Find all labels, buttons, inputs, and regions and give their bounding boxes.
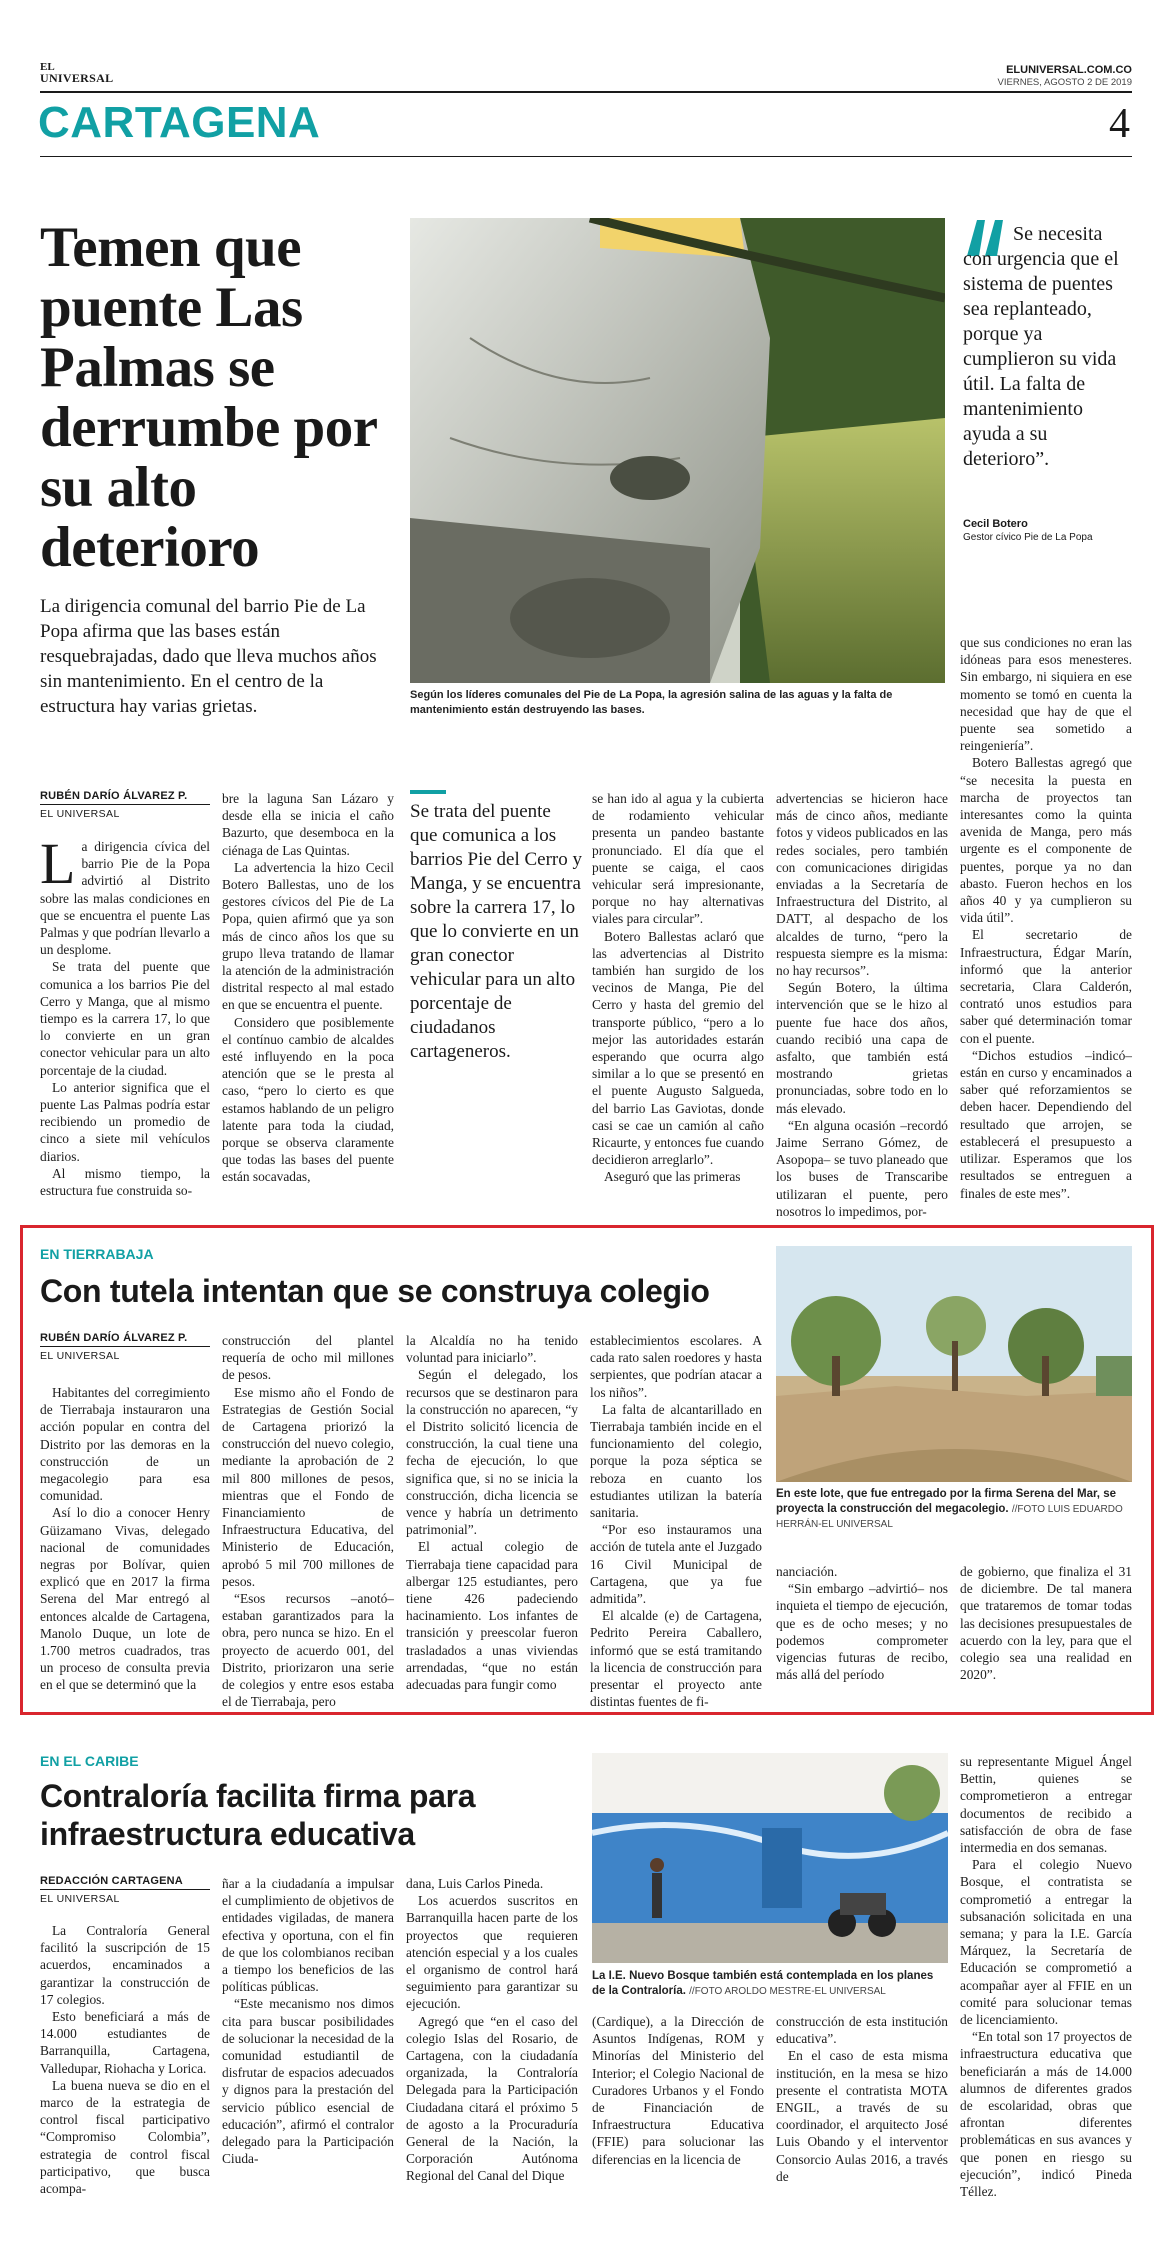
third-photo-caption <box>592 1969 948 1999</box>
third-col3-p1: dana, Luis Carlos Pineda. <box>406 1876 544 1891</box>
third-col1-p3: La buena nueva se dio en el marco de la estrategia de control fiscal participativo “Compromiso Colombia”, estrategia de control fiscal participativo, que busca acompa- <box>40 2077 210 2197</box>
bridge-photo <box>410 218 945 683</box>
lead-col1-p4: Al mismo tiempo, la estructura fue construida so- <box>40 1165 210 1199</box>
second-col1-p1: Habitantes del corregimiento de Tierrabaja instauraron una acción popular en contra del Distrito por las demoras en la construcción de un megacolegio para esa comunidad. <box>40 1385 210 1504</box>
second-column-5 <box>776 1563 948 1683</box>
masthead-date: VIERNES, AGOSTO 2 DE 2019 <box>997 77 1132 88</box>
second-kicker: EN TIERRABAJA <box>40 1246 154 1262</box>
section-rule <box>40 156 1132 157</box>
third-col4-p1: (Cardique), a la Dirección de Asuntos Indígenas, ROM y Minorías del Ministerio del Interior; el Colegio Nacional de Curadores Urbanos y el Fondo de Financiación de Infraestructura Educativa (FFIE) para solucionar las diferencias en la licencia de <box>592 2014 764 2167</box>
third-col5-p2: En el caso de esta misma institución, en la mesa se hizo presente el contratista MOTA ENGIL, a través de su coordinador, el arquitecto José Luis Obando y el interventor Consorcio Aulas 2016, a través de <box>776 2048 948 2184</box>
third-caption-text: La I.E. Nuevo Bosque también está contemplada en los planes de la Contraloría. <box>592 1970 934 1997</box>
quote-author: Cecil Botero <box>963 518 1028 530</box>
third-byline-name: REDACCIÓN CARTAGENA <box>40 1875 210 1890</box>
lead-col1-p2: Se trata del puente que comunica a los barrios Pie del Cerro y Manga, que al mismo tiempo es la carrera 17, lo que lo convierte en un gran conector vehicular para un alto porcentaje de la ciudad. <box>40 959 210 1078</box>
third-col2-p2: “Este mecanismo nos dimos cita para buscar posibilidades de solucionar la necesidad de la comunidad estudiantil de disfrutar de espacios adecuados y dignos para la prestación del servicio público esencial de educación”, afirmó el contralor delegado para la Participación Ciuda- <box>222 1996 394 2167</box>
lead-column-1 <box>40 831 210 1199</box>
lead-pullquote: Se trata del puente que comunica a los barrios Pie del Cerro y Manga, y se encuentra sobre la carrera 17, lo que lo convierte en un gran conector vehicular para un alto porcentaje de ciudadanos cartageneros. <box>410 801 583 1062</box>
third-column-5 <box>776 2013 948 2185</box>
lead-col3-p2: Botero Ballestas aclaró que las advertencias al Distrito también han surgido de los vecinos de Manga, Pie del Cerro y hasta del gremio del transporte público, “pero a lo mejor las autoridades estarán esperando que ocurra algo similar a lo que se presentó en el puente Augusto Salgueda, del barrio Las Gaviotas, donde casi se cae un camión al caño Ricaurte, y entonces fue cuando decidieron arreglarlo”. <box>592 928 764 1168</box>
second-col2-p2: Ese mismo año el Fondo de Estrategias de Gestión Social de Cartagena priorizó la construcción del nuevo colegio, mediante la aprobación de 2 mil 800 millones de pesos, mientras que el Fondo de Financiamiento de Infraestructura Educativa, del Ministerio de Educación, aprobó 5 mil 700 millones de pesos. <box>222 1384 394 1589</box>
third-headline <box>40 1777 600 1853</box>
second-col2-p1: construcción del plantel requería de ocho mil millones de pesos. <box>222 1333 394 1383</box>
lead-col5-p1: que sus condiciones no eran las idóneas para esos menesteres. Sin embargo, ni siquiera en ese momento se tomó en cuenta la necesidad que hay de que el puente sea sometido a reingeniería”. <box>960 635 1132 754</box>
second-column-2 <box>222 1332 394 1710</box>
masthead-rule <box>40 91 1132 93</box>
third-column-3 <box>406 1875 578 2185</box>
third-byline <box>40 1875 210 1905</box>
third-column-6 <box>960 1753 1132 2200</box>
third-col3-p3: Agregó que “en el caso del colegio Islas del Rosario, de Cartagena, con la ciudadanía organizada, la Contraloría Delegada para la Participación Ciudadana citará el próximo 5 de agosto a la Procuraduría General de la Nación, la Corporación Autónoma Regional del Canal del Dique <box>406 2013 578 2184</box>
third-col6-p3: “En total son 17 proyectos de infraestructura educativa que beneficiarán a más de 14.000 alumnos de diferentes grados de escolaridad, obras que afrontan diferentes problemáticas en sus avances y que ponen en riesgo su ejecución”, indicó Pineda Téllez. <box>960 2029 1132 2200</box>
lead-column-4 <box>776 790 948 1220</box>
tierrabaja-photo <box>776 1246 1132 1482</box>
lead-byline <box>40 790 210 820</box>
masthead-logo <box>40 62 113 84</box>
second-col6-p1: de gobierno, que finaliza el 31 de diciembre. De tal manera que trataremos de tomar todas las decisiones presupuestales de acuerdo con la ley, para que el colegio sea una realidad en 2020”. <box>960 1564 1132 1683</box>
lead-col2-p2: La advertencia la hizo Cecil Botero Ballestas, uno de los gestores cívicos del Pie de La Popa, quien afirmó que ya son más de cinco años los que su grupo lleva tratando de llamar la atención de la administración distrital respecto al mal estado en que se encuentra el puente. <box>222 859 394 1013</box>
lead-col4-p1: advertencias se hicieron hace más de cinco años, mediante fotos y videos publicados en las redes sociales, pero también con comunicaciones dirigidas enviadas a la Secretaría de Infraestructura del Distrito, al DATT, al despacho de los alcaldes de turno, “pero la respuesta siempre es la misma: no hay recursos”. <box>776 791 948 979</box>
lead-col2-p1: bre la laguna San Lázaro y desde ella se inicia el caño Bazurto, que desemboca en la ciénaga de Las Quintas. <box>222 791 394 858</box>
lead-quote: Se necesita con urgencia que el sistema de puentes sea replanteado, porque ya cumplieron su vida útil. La falta de mantenimiento ayuda a su deterioro”. <box>963 223 1119 470</box>
second-col4-p4: El alcalde (e) de Cartagena, Pedrito Pereira Caballero, informó que se está tramitando la licencia de construcción para presentar el proyecto ante distintas fuentes de fi- <box>590 1608 762 1710</box>
lead-deck: La dirigencia comunal del barrio Pie de La Popa afirma que las bases están resquebrajadas, dado que lleva muchos años sin mantenimiento. En el centro de la estructura hay varias grietas. <box>40 596 377 717</box>
lead-col1-p1: La dirigencia cívica del barrio Pie de la Popa advirtió al Distrito sobre las malas condiciones en que se encuentra el puente Las Palmas y que podrían llevarlo a un desplome. <box>40 831 210 958</box>
lead-col5-p2: Botero Ballestas agregó que “se necesita la puesta en marcha de proyectos tan interesantes como la quinta avenida de Manga, pero más urgente es el componente de puentes, porque ya no dan abasto. Fueron hechos en los años 40 y ya cumplieron su vida útil”. <box>960 755 1132 926</box>
masthead-site: ELUNIVERSAL.COM.CO <box>1006 64 1132 76</box>
page-number: 4 <box>1109 101 1130 147</box>
logo-bottom: UNIVERSAL <box>40 71 114 85</box>
lead-col4-p2: Según Botero, la última intervención que se le hizo al puente fue hace dos años, cuando recibió una capa de asfalto, que también está mostrando grietas pronunciadas, sobre todo en lo más elevado. <box>776 980 948 1116</box>
third-headline-line1: Contraloría facilita firma para <box>40 1778 476 1814</box>
second-column-4 <box>590 1332 762 1710</box>
lead-col5-p4: “Dichos estudios –indicó– están en curso y encaminados a saber qué reforzamientos se deben hacer. Dependiendo del resultado que arrojen, se establecerá el presupuesto a utilizar. Esperamos que los resultados se entreguen a finales de este mes”. <box>960 1047 1132 1201</box>
logo-top: EL <box>40 61 55 73</box>
second-col4-p3: “Por eso instauramos una acción de tutela ante el Juzgado 16 Civil Municipal de Cartagena, que ya fue admitida”. <box>590 1522 762 1607</box>
lead-photo-caption: Según los líderes comunales del Pie de La Popa, la agresión salina de las aguas y la falta de mantenimiento están destruyendo las bases. <box>410 689 893 716</box>
second-col4-p1: establecimientos escolares. A cada rato salen roedores y hasta serpientes, que podrían atacar a los niños”. <box>590 1333 762 1400</box>
bridge-photo-art <box>410 218 945 683</box>
lead-col3-p3: Aseguró que las primeras <box>604 1169 741 1185</box>
second-byline-name: RUBÉN DARÍO ÁLVAREZ P. <box>40 1332 210 1347</box>
lead-byline-name: RUBÉN DARÍO ÁLVAREZ P. <box>40 790 210 805</box>
third-caption-credit: //FOTO AROLDO MESTRE-EL UNIVERSAL <box>689 1986 886 1997</box>
second-col5-p2: “Sin embargo –advirtió– nos inquieta el tiempo de ejecución, que es de ocho meses; y no podemos comprometer vigencias futuras de recibo, más allá del período <box>776 1581 948 1683</box>
tierrabaja-photo-art <box>776 1246 1132 1482</box>
lead-headline: Temen que puente Las Palmas se derrumbe por su alto deterioro <box>40 216 377 579</box>
lead-col2-p3: Considero que posiblemente el contínuo cambio de alcaldes esté influyendo en la poca atención que se le presta al caso, “pero lo cierto es que estamos hablando de un peligro latente para toda la ciudad, porque se observa claramente que todas las bases del puente están socavadas, <box>222 1014 394 1185</box>
nuevo-bosque-photo-art <box>592 1753 948 1963</box>
second-col5-p1: nanciación. <box>776 1564 838 1579</box>
lead-column-2 <box>222 790 394 1186</box>
second-caption-credit: //FOTO LUIS EDUARDO HERRÁN-EL UNIVERSAL <box>776 1504 1123 1530</box>
lead-col3-p1: se han ido al agua y la cubierta de rodamiento vehicular presenta un pandeo bastante pronunciado. El día que el puente se caiga, el caos vehicular será impresionante, porque no hay alternativas viales para circular”. <box>592 791 764 927</box>
second-col3-p1: la Alcaldía no ha tenido voluntad para iniciarlo”. <box>406 1333 578 1366</box>
lead-column-3 <box>592 790 764 1186</box>
nuevo-bosque-photo <box>592 1753 948 1963</box>
second-col2-p3: “Esos recursos –anotó– estaban garantizados para la obra, pero nunca se hizo. En el proyecto de acuerdo 001, del Distrito, priorizaron una serie de colegios y entre esos estaba el de Tierrabaja, pero <box>222 1591 394 1710</box>
second-col1-p2: Así lo dio a conocer Henry Güizamano Vivas, delegado nacional de comunidades negras por Bolívar, quien explicó que en 2017 la firma Serena del Mar entregó al entonces alcalde de Cartagena, Manolo Duque, un lote de 1.700 metros cuadrados, tras un proceso de consulta previa en el que se determinó que la <box>40 1505 210 1693</box>
third-col2-p1: ñar a la ciudadanía a impulsar el cumplimiento de objetivos de entidades vigiladas, de manera efectiva y oportuna, con el fin de que los colombianos reciban a tiempo los beneficios de las políticas públicas. <box>222 1876 394 1995</box>
second-col3-p3: El actual colegio de Tierrabaja tiene capacidad para albergar 125 estudiantes, pero tiene 426 padeciendo hacinamiento. Los infantes de transición y preescolar fueron trasladados a unas viviendas arrendadas, “que no están adecuadas para fungir como <box>406 1539 578 1693</box>
second-col3-p2: Según el delegado, los recursos que se destinaron para la construcción no aparecen, “y el Distrito solicitó licencia de construcción, la cual tiene una fecha de ejecución, lo que significa que, si no se inicia la construcción, dicha licencia se vence y habría un detrimento patrimonial”. <box>406 1367 578 1538</box>
third-byline-org: EL UNIVERSAL <box>40 1893 120 1905</box>
second-byline-org: EL UNIVERSAL <box>40 1350 120 1362</box>
lead-byline-org: EL UNIVERSAL <box>40 808 120 820</box>
third-headline-line2: infraestructura educativa <box>40 1816 415 1852</box>
second-col4-p2: La falta de alcantarillado en Tierrabaja también incide en el funcionamiento del colegio, porque la poza séptica se reboza en cuanto los estudiantes utilizan la batería sanitaria. <box>590 1401 762 1521</box>
pullquote-rule <box>410 790 446 794</box>
second-column-6 <box>960 1563 1132 1683</box>
third-col1-p1: La Contraloría General facilitó la suscripción de 15 acuerdos, encaminados a garantizar la construcción de 17 colegios. <box>40 1923 210 2007</box>
quote-role: Gestor cívico Pie de La Popa <box>963 532 1093 543</box>
third-col6-p1: su representante Miguel Ángel Bettin, quienes se comprometieron a entregar documentos de recibido a satisfacción de obra de fase intermedia en dos semanas. <box>960 1754 1132 1856</box>
lead-column-5 <box>960 634 1132 1202</box>
second-caption-text: En este lote, que fue entregado por la firma Serena del Mar, se proyecta la construcción del megacolegio. <box>776 1488 1116 1515</box>
second-byline <box>40 1332 210 1362</box>
lead-dropcap: L <box>40 831 76 896</box>
second-column-1 <box>40 1384 210 1694</box>
third-col1-p2: Esto beneficiará a más de 14.000 estudiantes de Barranquilla, Cartagena, Valledupar, Riohacha y Lorica. <box>40 2009 210 2076</box>
lead-col5-p3: El secretario de Infraestructura, Édgar Marín, informó que la anterior secretaria, Clara Calderón, contrató unos estudios para saber qué determinación tomar con el puente. <box>960 927 1132 1046</box>
second-headline: Con tutela intentan que se construya colegio <box>40 1273 710 1309</box>
third-col5-p1: construcción de esta institución educativa”. <box>776 2014 948 2047</box>
second-column-3 <box>406 1332 578 1693</box>
third-col3-p2: Los acuerdos suscritos en Barranquilla hacen parte de los proyectos que requieren atención especial y a los cuales el organismo de control hará seguimiento para garantizar su ejecución. <box>406 1893 578 2012</box>
third-column-1 <box>40 1922 210 2197</box>
lead-col1-p3: Lo anterior significa que el puente Las Palmas podría estar recibiendo un promedio de cinco a siete mil vehículos diarios. <box>40 1079 210 1164</box>
third-column-4 <box>592 2013 764 2168</box>
second-photo-caption <box>776 1487 1132 1532</box>
third-col6-p2: Para el colegio Nuevo Bosque, el contratista se comprometió a entregar la subsanación solicitada en una semana; y para la I.E. García Márquez, la Secretaría de Educación se comprometió a acompañar ayer al FFIE en un comité para solucionar temas de licenciamiento. <box>960 1857 1132 2028</box>
lead-col4-p3: “En alguna ocasión –recordó Jaime Serrano Gómez, de Asopopa– se tuvo planeado que los buses de Transcaribe utilizaran el puente, pero nosotros lo impedimos, por- <box>776 1117 948 1219</box>
section-title: CARTAGENA <box>38 98 321 147</box>
third-kicker: EN EL CARIBE <box>40 1753 139 1769</box>
third-column-2 <box>222 1875 394 2167</box>
